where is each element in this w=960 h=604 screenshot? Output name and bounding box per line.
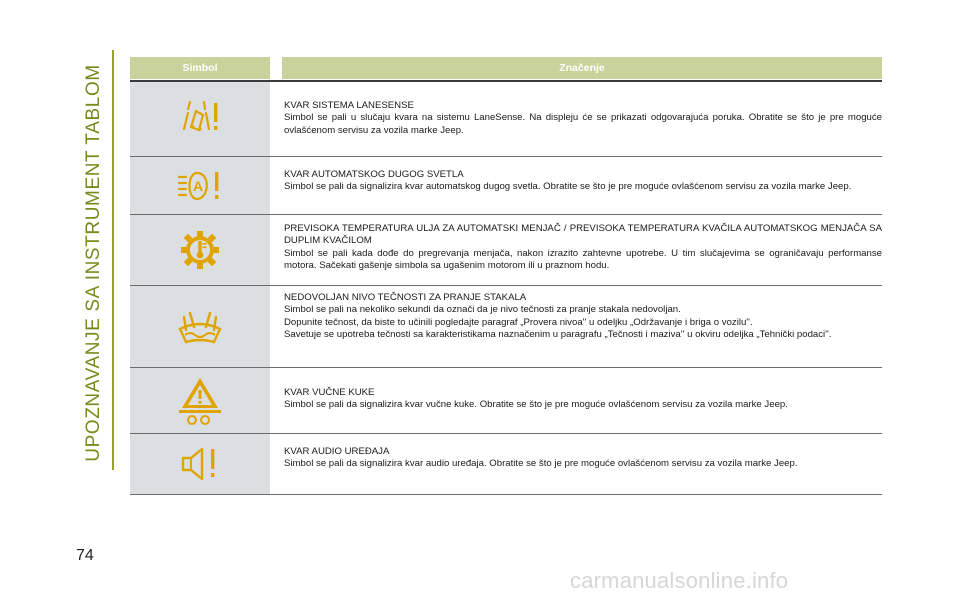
watermark: carmanualsonline.info xyxy=(570,568,789,593)
row-title: KVAR VUČNE KUKE xyxy=(284,387,375,398)
table-row xyxy=(130,368,882,434)
row-description: Simbol se pali da signalizira kvar audio uređaja. Obratite se što je pre moguće ovlašćenom servisu za vozila marke Jeep. xyxy=(284,458,798,470)
column-header-meaning: Značenje xyxy=(282,57,882,79)
symbol-cell xyxy=(130,82,270,156)
svg-text:A: A xyxy=(192,177,204,194)
symbol-cell xyxy=(130,286,270,367)
symbol-cell xyxy=(130,434,270,494)
table-row xyxy=(130,157,882,215)
symbol-cell xyxy=(130,368,270,433)
meaning-cell xyxy=(282,157,882,214)
trailer-hitch-fault-icon xyxy=(178,376,222,426)
row-title: KVAR SISTEMA LANESENSE xyxy=(284,100,414,111)
meaning-cell xyxy=(282,368,882,433)
row-description: Simbol se pali na nekoliko sekundi da označi da je nivo tečnosti za pranje stakala nedovoljan. Dopunite tečnost, da biste to učinili pogledajte paragraf „Provera nivoa'' u odeljku „Održavanje i briga o vozilu''. Savetuje se upotreba tečnosti sa karakteristikama naznačenim u paragrafu „Tečnosti i maziva'' u okviru odeljka „Tehnički podaci''. xyxy=(284,304,832,340)
row-description: Simbol se pali da signalizira kvar automatskog dugog svetla. Obratite se što je pre moguće ovlašćenom servisu za vozila marke Jeep. xyxy=(284,181,852,193)
page-number: 74 xyxy=(76,547,94,564)
column-header-symbol: Simbol xyxy=(130,57,270,79)
symbol-cell xyxy=(130,157,270,214)
transmission-temperature-icon xyxy=(180,230,220,270)
row-title: PREVISOKA TEMPERATURA ULJA ZA AUTOMATSKI MENJAČ / PREVISOKA TEMPERATURA KVAČILA AUTOMATSKOG MENJAČA SA DUPLIM KVAČILOM xyxy=(284,223,882,247)
meaning-cell xyxy=(282,82,882,156)
meaning-cell xyxy=(282,286,882,367)
lanesense-fault-icon xyxy=(179,99,221,139)
chapter-title: UPOZNAVANJE SA INSTRUMENT TABLOM xyxy=(83,63,104,462)
warning-symbols-table xyxy=(130,57,882,495)
row-description: Simbol se pali kada dođe do pregrevanja menjača, nakon izrazito zahtevne upotrebe. U tim slučajevima se ograničavaju performanse motora. Sačekati gašenje simbola sa ugašenim motorom ili u praznom hodu. xyxy=(284,247,882,271)
row-title: KVAR AUDIO UREĐAJA xyxy=(284,446,390,457)
meaning-cell xyxy=(282,434,882,494)
symbol-cell xyxy=(130,215,270,285)
row-title: NEDOVOLJAN NIVO TEČNOSTI ZA PRANJE STAKALA xyxy=(284,292,527,303)
table-row xyxy=(130,215,882,286)
table-header xyxy=(130,57,882,79)
meaning-cell xyxy=(282,215,882,285)
row-description: Simbol se pali u slučaju kvara na sistemu LaneSense. Na displeju će se prikazati odgovarajuća poruka. Obratite se što je pre moguće ovlašćenom servisu za vozila marke Jeep. xyxy=(284,112,882,136)
audio-fault-icon xyxy=(180,447,220,481)
table-row xyxy=(130,82,882,157)
table-row xyxy=(130,434,882,495)
auto-high-beam-fault-icon xyxy=(177,170,223,202)
row-title: KVAR AUTOMATSKOG DUGOG SVETLA xyxy=(284,169,464,180)
row-description: Simbol se pali da signalizira kvar vučne kuke. Obratite se što je pre moguće ovlašćenom servisu za vozila marke Jeep. xyxy=(284,399,788,411)
chapter-divider xyxy=(112,50,114,470)
washer-fluid-low-icon xyxy=(177,309,223,345)
table-row xyxy=(130,286,882,368)
